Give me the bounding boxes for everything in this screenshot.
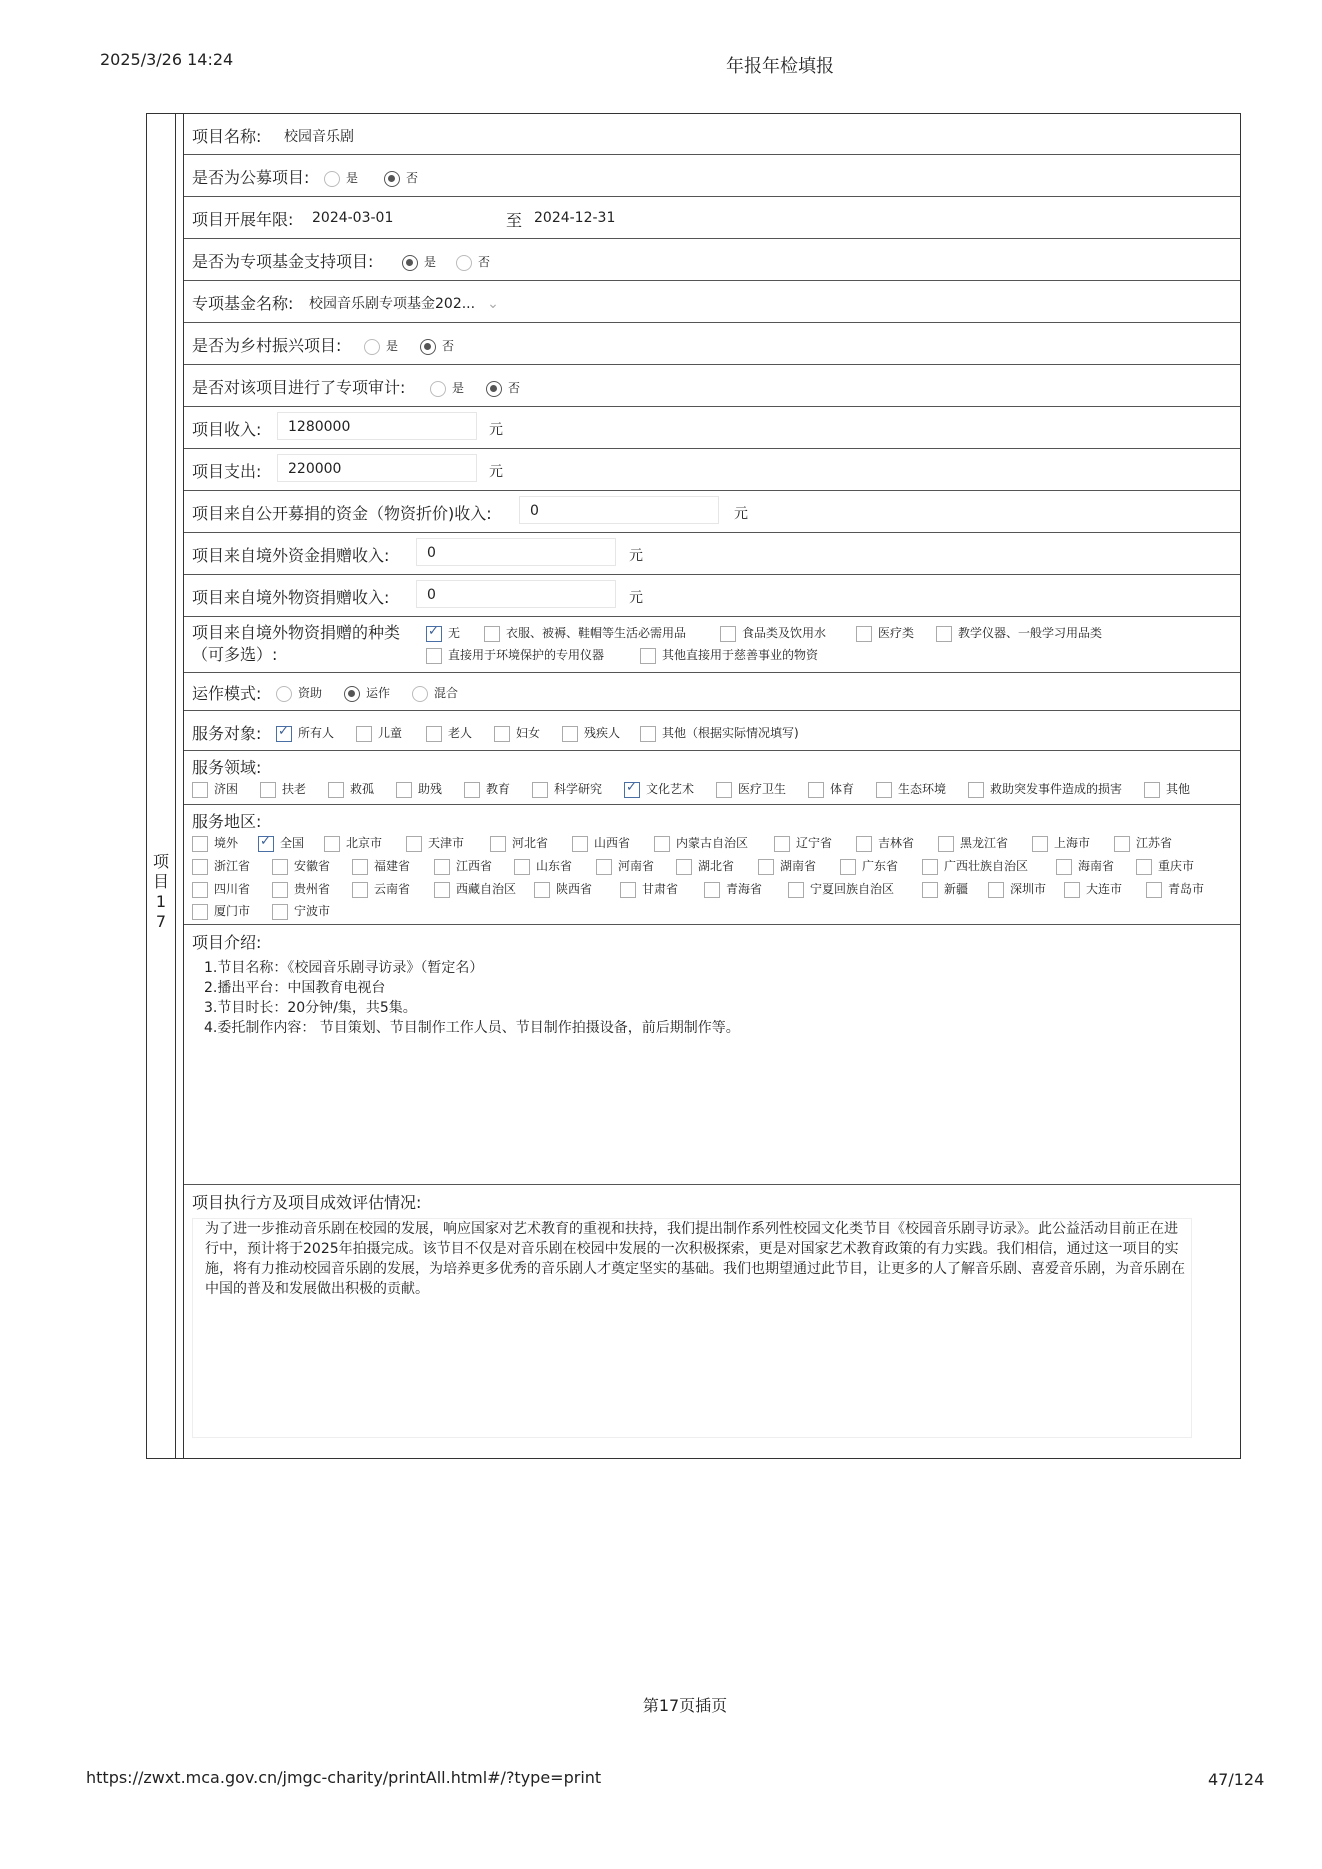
evaluation-label: 项目执行方及项目成效评估情况: <box>192 1193 422 1212</box>
special-fund-support-label: 是否为专项基金支持项目: <box>192 252 374 271</box>
option-label: 否 <box>406 171 419 185</box>
region-option[interactable] <box>676 857 734 875</box>
goods-types-label: 项目来自境外物资捐赠的种类 <box>192 623 401 642</box>
region-option[interactable] <box>406 834 464 852</box>
option-label: 福建省 <box>374 859 411 873</box>
checkbox-icon <box>808 782 824 798</box>
service-field-option[interactable] <box>1144 780 1190 798</box>
checkbox-icon <box>484 626 500 642</box>
option-label: 生态环境 <box>898 782 947 796</box>
checkbox-icon <box>192 904 208 920</box>
intro-line: 3.节目时长：20分钟/集，共5集。 <box>204 1000 417 1016</box>
checkbox-icon <box>1146 882 1162 898</box>
project-name-label: 项目名称: <box>192 127 262 146</box>
special-fund-name-label: 专项基金名称: <box>192 294 294 313</box>
option-label: 教育 <box>486 782 511 796</box>
option-label: 所有人 <box>298 726 335 740</box>
option-label: 黑龙江省 <box>960 836 1009 850</box>
option-label: 混合 <box>434 686 459 700</box>
checkbox-icon <box>596 859 612 875</box>
region-option[interactable] <box>1146 880 1204 898</box>
duration-to: 至 <box>506 211 523 230</box>
row-intro <box>184 924 1240 1185</box>
rural-revival-yes[interactable] <box>364 337 398 355</box>
special-audit-no[interactable] <box>486 379 520 397</box>
option-label: 老人 <box>448 726 473 740</box>
special-audit-label: 是否对该项目进行了专项审计: <box>192 378 406 397</box>
option-label: 其他直接用于慈善事业的物资 <box>662 648 819 662</box>
option-label: 新疆 <box>944 882 969 896</box>
row-public-fundraising <box>184 154 1240 197</box>
region-option[interactable] <box>856 834 914 852</box>
checkbox-icon <box>856 626 872 642</box>
page-title: 年报年检填报 <box>726 56 834 77</box>
row-goods-types <box>184 616 1240 673</box>
option-label: 安徽省 <box>294 859 331 873</box>
checkbox-icon <box>272 859 288 875</box>
service-field-option[interactable] <box>328 780 374 798</box>
region-option[interactable] <box>490 834 548 852</box>
service-field-option[interactable] <box>464 780 510 798</box>
service-field-option[interactable] <box>260 780 306 798</box>
radio-selected-icon <box>384 171 400 187</box>
region-option[interactable] <box>534 880 592 898</box>
region-option[interactable] <box>324 834 382 852</box>
option-label: 衣服、被褥、鞋帽等生活必需用品 <box>506 626 687 640</box>
service-regions-label: 服务地区: <box>192 812 262 831</box>
option-label: 扶老 <box>282 782 307 796</box>
row-service-targets <box>184 710 1240 751</box>
radio-selected-icon <box>344 686 360 702</box>
option-label: 河北省 <box>512 836 549 850</box>
checkbox-icon <box>324 836 340 852</box>
region-option[interactable] <box>352 857 410 875</box>
option-label: 甘肃省 <box>642 882 679 896</box>
operation-mode-option[interactable] <box>344 684 390 702</box>
option-label: 青海省 <box>726 882 763 896</box>
option-label: 江苏省 <box>1136 836 1173 850</box>
region-option[interactable] <box>1114 834 1172 852</box>
rural-revival-no[interactable] <box>420 337 454 355</box>
row-special-audit <box>184 364 1240 407</box>
checkbox-checked-icon <box>258 836 274 852</box>
checkbox-icon <box>856 836 872 852</box>
goods-type-option[interactable] <box>426 646 604 664</box>
option-label: 文化艺术 <box>646 782 695 796</box>
checkbox-icon <box>876 782 892 798</box>
public-fundraising-yes[interactable] <box>324 169 358 187</box>
checkbox-icon <box>1114 836 1130 852</box>
option-label: 青岛市 <box>1168 882 1205 896</box>
option-label: 河南省 <box>618 859 655 873</box>
option-label: 山东省 <box>536 859 573 873</box>
option-label: 全国 <box>280 836 305 850</box>
region-option[interactable] <box>704 880 762 898</box>
region-option[interactable] <box>272 857 330 875</box>
row-income <box>184 406 1240 449</box>
option-label: 宁波市 <box>294 904 331 918</box>
row-evaluation <box>184 1184 1240 1456</box>
checkbox-icon <box>192 782 208 798</box>
row-project-name <box>184 114 1240 155</box>
expense-label: 项目支出: <box>192 462 262 481</box>
service-fields-label: 服务领域: <box>192 758 262 777</box>
option-label: 科学研究 <box>554 782 603 796</box>
option-label: 其他 <box>1166 782 1191 796</box>
evaluation-textarea[interactable]: 为了进一步推动音乐剧在校园的发展，响应国家对艺术教育的重视和扶持，我们提出制作系列性校园文化类节目《校园音乐剧寻访录》。此公益活动目前正在进行中，预计将于2025年拍摄完成。该节目不仅是对音乐剧在校园中发展的一次积极探索，更是对国家艺术教育政策的有力实践。我们相信，通过这一项目的实施，将有力推动校园音乐剧的发展，为培养更多优秀的音乐剧人才奠定坚实的基础。我们也期望通过此节目，让更多的人了解音乐剧、喜爱音乐剧，为音乐剧在中国的普及和发展做出积极的贡献。 <box>192 1218 1192 1438</box>
expense-unit: 元 <box>489 464 503 480</box>
checkbox-icon <box>514 859 530 875</box>
option-label: 儿童 <box>378 726 403 740</box>
radio-icon <box>412 686 428 702</box>
region-option[interactable] <box>654 834 748 852</box>
option-label: 广西壮族自治区 <box>944 859 1029 873</box>
row-expense <box>184 448 1240 491</box>
option-label: 云南省 <box>374 882 411 896</box>
checkbox-icon <box>352 882 368 898</box>
checkbox-checked-icon <box>426 626 442 642</box>
region-option[interactable] <box>1056 857 1114 875</box>
region-option[interactable] <box>272 902 330 920</box>
operation-mode-option[interactable] <box>276 684 322 702</box>
checkbox-icon <box>490 836 506 852</box>
row-rural-revival <box>184 322 1240 365</box>
special-fund-no[interactable] <box>456 253 490 271</box>
expense-input[interactable]: 220000 <box>277 454 477 482</box>
section-label: 项目17 <box>153 852 170 931</box>
option-label: 宁夏回族自治区 <box>810 882 895 896</box>
checkbox-icon <box>352 859 368 875</box>
option-label: 浙江省 <box>214 859 251 873</box>
option-label: 厦门市 <box>214 904 251 918</box>
region-option[interactable] <box>620 880 678 898</box>
overseas-fund-input[interactable]: 0 <box>416 538 616 566</box>
option-label: 医疗卫生 <box>738 782 787 796</box>
service-target-option[interactable] <box>640 724 799 742</box>
radio-selected-icon <box>486 381 502 397</box>
checkbox-icon <box>654 836 670 852</box>
radio-icon <box>364 339 380 355</box>
checkbox-icon <box>988 882 1004 898</box>
intro-line: 1.节目名称：《校园音乐剧寻访录》（暂定名） <box>204 960 484 976</box>
operation-mode-label: 运作模式: <box>192 684 262 703</box>
option-label: 是 <box>452 381 465 395</box>
option-label: 江西省 <box>456 859 493 873</box>
checkbox-checked-icon <box>276 726 292 742</box>
checkbox-icon <box>406 836 422 852</box>
checkbox-icon <box>620 882 636 898</box>
income-label: 项目收入: <box>192 420 262 439</box>
service-field-option[interactable] <box>624 780 694 798</box>
checkbox-icon <box>1032 836 1048 852</box>
overseas-fund-label: 项目来自境外资金捐赠收入: <box>192 546 390 565</box>
intro-text[interactable] <box>204 958 740 1038</box>
checkbox-icon <box>936 626 952 642</box>
region-option[interactable] <box>258 834 304 852</box>
service-target-option[interactable] <box>356 724 402 742</box>
option-label: 助残 <box>418 782 443 796</box>
row-service-regions <box>184 804 1240 925</box>
checkbox-icon <box>938 836 954 852</box>
service-target-option[interactable] <box>494 724 540 742</box>
region-option[interactable] <box>192 857 250 875</box>
service-field-option[interactable] <box>968 780 1122 798</box>
project-name-value: 校园音乐剧 <box>284 129 354 145</box>
intro-label: 项目介绍: <box>192 933 262 952</box>
checkbox-icon <box>922 882 938 898</box>
checkbox-icon <box>260 782 276 798</box>
row-service-fields <box>184 750 1240 805</box>
option-label: 妇女 <box>516 726 541 740</box>
radio-icon <box>324 171 340 187</box>
checkbox-icon <box>720 626 736 642</box>
goods-type-option[interactable] <box>426 624 460 642</box>
option-label: 大连市 <box>1086 882 1123 896</box>
option-label: 上海市 <box>1054 836 1091 850</box>
option-label: 体育 <box>830 782 855 796</box>
section-label-column <box>147 114 176 1458</box>
income-unit: 元 <box>489 422 503 438</box>
checkbox-icon <box>426 648 442 664</box>
service-field-option[interactable] <box>808 780 854 798</box>
region-option[interactable] <box>1032 834 1090 852</box>
region-option[interactable] <box>514 857 572 875</box>
option-label: 西藏自治区 <box>456 882 517 896</box>
region-option[interactable] <box>788 880 894 898</box>
checkbox-icon <box>494 726 510 742</box>
checkbox-icon <box>922 859 938 875</box>
option-label: 救孤 <box>350 782 375 796</box>
checkbox-icon <box>968 782 984 798</box>
radio-icon <box>276 686 292 702</box>
service-field-option[interactable] <box>532 780 602 798</box>
checkbox-icon <box>1064 882 1080 898</box>
option-label: 医疗类 <box>878 626 915 640</box>
region-option[interactable] <box>1064 880 1122 898</box>
checkbox-icon <box>396 782 412 798</box>
special-fund-name-select[interactable] <box>309 293 499 313</box>
goods-types-label-2: （可多选）: <box>192 645 278 664</box>
checkbox-icon <box>356 726 372 742</box>
checkbox-icon <box>328 782 344 798</box>
page-number: 47/124 <box>1208 1770 1265 1789</box>
option-label: 境外 <box>214 836 239 850</box>
region-option[interactable] <box>1136 857 1194 875</box>
option-label: 天津市 <box>428 836 465 850</box>
checkbox-icon <box>426 726 442 742</box>
checkbox-icon <box>532 782 548 798</box>
checkbox-icon <box>840 859 856 875</box>
checkbox-icon <box>676 859 692 875</box>
checkbox-icon <box>758 859 774 875</box>
overseas-goods-input[interactable]: 0 <box>416 580 616 608</box>
checkbox-icon <box>192 859 208 875</box>
checkbox-icon <box>192 882 208 898</box>
option-label: 无 <box>448 626 461 640</box>
rural-revival-label: 是否为乡村振兴项目: <box>192 336 342 355</box>
option-label: 食品类及饮用水 <box>742 626 827 640</box>
option-label: 济困 <box>214 782 239 796</box>
radio-selected-icon <box>402 255 418 271</box>
option-label: 四川省 <box>214 882 251 896</box>
page-url: https://zwxt.mca.gov.cn/jmgc-charity/printAll.html#/?type=print <box>86 1768 602 1787</box>
option-label: 否 <box>442 339 455 353</box>
checkbox-icon <box>774 836 790 852</box>
checkbox-icon <box>1056 859 1072 875</box>
option-label: 海南省 <box>1078 859 1115 873</box>
checkbox-icon <box>704 882 720 898</box>
service-field-option[interactable] <box>192 780 238 798</box>
checkbox-icon <box>434 882 450 898</box>
public-income-input[interactable]: 0 <box>519 496 719 524</box>
goods-type-option[interactable] <box>936 624 1102 642</box>
service-target-option[interactable] <box>276 724 334 742</box>
region-option[interactable] <box>840 857 898 875</box>
duration-start[interactable]: 2024-03-01 <box>312 210 394 226</box>
service-target-option[interactable] <box>562 724 620 742</box>
option-label: 直接用于环境保护的专用仪器 <box>448 648 605 662</box>
row-duration <box>184 196 1240 239</box>
checkbox-checked-icon <box>624 782 640 798</box>
public-income-unit: 元 <box>734 506 748 522</box>
chevron-down-icon: ⌄ <box>487 296 499 312</box>
intro-line: 4.委托制作内容： 节目策划、节目制作工作人员、节目制作拍摄设备，前后期制作等。 <box>204 1020 740 1036</box>
checkbox-icon <box>272 882 288 898</box>
region-option[interactable] <box>192 902 250 920</box>
region-option[interactable] <box>434 857 492 875</box>
checkbox-icon <box>1136 859 1152 875</box>
region-option[interactable] <box>988 880 1046 898</box>
option-label: 湖北省 <box>698 859 735 873</box>
checkbox-icon <box>192 836 208 852</box>
option-label: 救助突发事件造成的损害 <box>990 782 1123 796</box>
public-income-label: 项目来自公开募捐的资金（物资折价)收入: <box>192 504 492 523</box>
public-fundraising-label: 是否为公募项目: <box>192 168 310 187</box>
overseas-goods-unit: 元 <box>629 590 643 606</box>
region-option[interactable] <box>938 834 1008 852</box>
service-target-option[interactable] <box>426 724 472 742</box>
option-label: 湖南省 <box>780 859 817 873</box>
radio-icon <box>430 381 446 397</box>
option-label: 其他（根据实际情况填写) <box>662 726 799 740</box>
row-special-fund-support <box>184 238 1240 281</box>
checkbox-icon <box>562 726 578 742</box>
region-option[interactable] <box>922 857 1028 875</box>
region-option[interactable] <box>596 857 654 875</box>
option-label: 深圳市 <box>1010 882 1047 896</box>
region-option[interactable] <box>434 880 516 898</box>
service-field-option[interactable] <box>876 780 946 798</box>
form-body <box>183 114 1240 1458</box>
operation-mode-option[interactable] <box>412 684 458 702</box>
checkbox-icon <box>464 782 480 798</box>
radio-icon <box>456 255 472 271</box>
overseas-fund-unit: 元 <box>629 548 643 564</box>
option-label: 内蒙古自治区 <box>676 836 749 850</box>
checkbox-icon <box>716 782 732 798</box>
checkbox-icon <box>572 836 588 852</box>
option-label: 贵州省 <box>294 882 331 896</box>
project-form <box>146 113 1241 1459</box>
region-option[interactable] <box>774 834 832 852</box>
service-field-option[interactable] <box>716 780 786 798</box>
option-label: 吉林省 <box>878 836 915 850</box>
option-label: 山西省 <box>594 836 631 850</box>
option-label: 辽宁省 <box>796 836 833 850</box>
option-label: 重庆市 <box>1158 859 1195 873</box>
checkbox-icon <box>788 882 804 898</box>
checkbox-icon <box>640 648 656 664</box>
row-overseas-goods <box>184 574 1240 617</box>
goods-type-option[interactable] <box>640 646 818 664</box>
region-option[interactable] <box>922 880 968 898</box>
insert-page-label: 第17页插页 <box>642 1696 728 1715</box>
special-fund-yes[interactable] <box>402 253 436 271</box>
public-fundraising-no[interactable] <box>384 169 418 187</box>
checkbox-icon <box>534 882 550 898</box>
radio-selected-icon <box>420 339 436 355</box>
goods-type-option[interactable] <box>484 624 686 642</box>
overseas-goods-label: 项目来自境外物资捐赠收入: <box>192 588 390 607</box>
region-option[interactable] <box>192 834 238 852</box>
option-label: 运作 <box>366 686 391 700</box>
checkbox-icon <box>1144 782 1160 798</box>
option-label: 资助 <box>298 686 323 700</box>
option-label: 是 <box>424 255 437 269</box>
service-targets-label: 服务对象: <box>192 724 262 743</box>
option-label: 陕西省 <box>556 882 593 896</box>
row-special-fund-name <box>184 280 1240 323</box>
print-datetime: 2025/3/26 14:24 <box>100 50 234 69</box>
option-label: 是 <box>386 339 399 353</box>
region-option[interactable] <box>758 857 816 875</box>
goods-type-option[interactable] <box>856 624 914 642</box>
service-field-option[interactable] <box>396 780 442 798</box>
option-label: 北京市 <box>346 836 383 850</box>
intro-line: 2.播出平台：中国教育电视台 <box>204 980 386 996</box>
income-input[interactable]: 1280000 <box>277 412 477 440</box>
region-option[interactable] <box>352 880 410 898</box>
region-option[interactable] <box>572 834 630 852</box>
special-audit-yes[interactable] <box>430 379 464 397</box>
option-label: 广东省 <box>862 859 899 873</box>
checkbox-icon <box>434 859 450 875</box>
option-label: 否 <box>478 255 491 269</box>
option-label: 教学仪器、一般学习用品类 <box>958 626 1103 640</box>
option-label: 残疾人 <box>584 726 621 740</box>
region-option[interactable] <box>192 880 250 898</box>
checkbox-icon <box>640 726 656 742</box>
row-operation-mode <box>184 672 1240 711</box>
goods-type-option[interactable] <box>720 624 826 642</box>
duration-label: 项目开展年限: <box>192 210 294 229</box>
special-fund-name-value: 校园音乐剧专项基金202... <box>309 296 476 312</box>
row-overseas-fund <box>184 532 1240 575</box>
row-public-income <box>184 490 1240 533</box>
region-option[interactable] <box>272 880 330 898</box>
checkbox-icon <box>272 904 288 920</box>
option-label: 否 <box>508 381 521 395</box>
duration-end[interactable]: 2024-12-31 <box>534 210 616 226</box>
option-label: 是 <box>346 171 359 185</box>
